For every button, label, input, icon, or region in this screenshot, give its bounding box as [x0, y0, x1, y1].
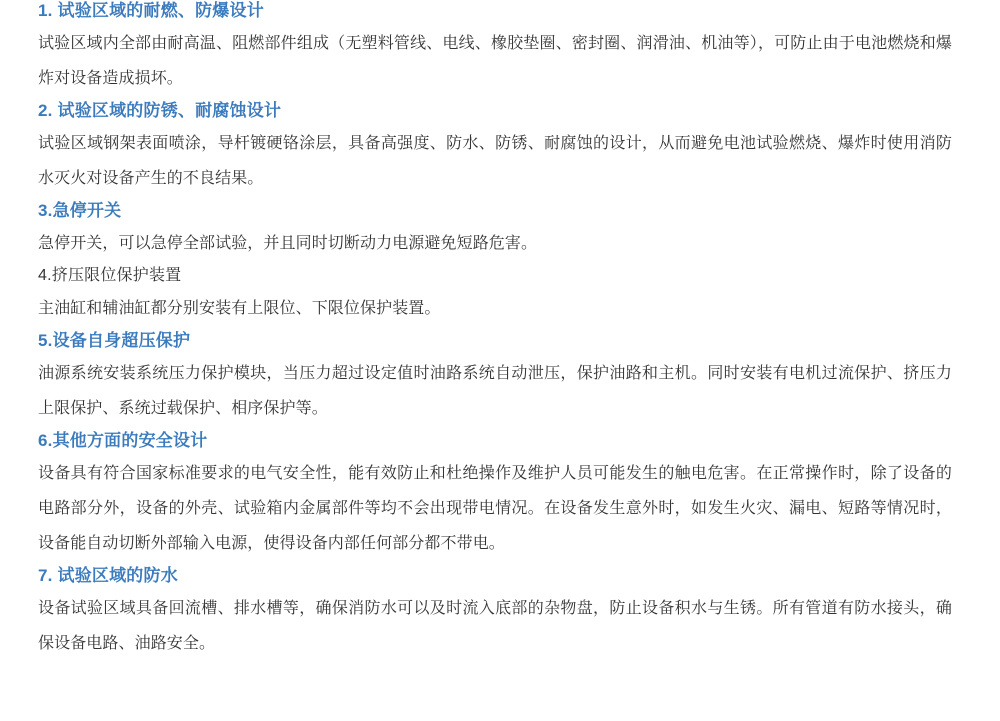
section-paragraph: 试验区域钢架表面喷涂，导杆镀硬铬涂层，具备高强度、防水、防锈、耐腐蚀的设计，从而避免电池试验燃烧、爆炸时使用消防水灭火对设备产生的不良结果。: [38, 135, 952, 187]
section-4: [38, 261, 952, 326]
section-paragraph: 主油缸和辅油缸都分别安装有上限位、下限位保护装置。: [38, 300, 441, 317]
section-3: [38, 196, 952, 261]
section-heading: 5.设备自身超压保护: [38, 331, 191, 350]
section-heading: 2. 试验区域的防锈、耐腐蚀设计: [38, 101, 282, 120]
section-paragraph: 急停开关，可以急停全部试验，并且同时切断动力电源避免短路危害。: [38, 235, 538, 252]
section-heading: 6.其他方面的安全设计: [38, 431, 208, 450]
section-heading: 4.挤压限位保护装置: [38, 267, 182, 284]
section-1: [38, 0, 952, 96]
section-heading: 3.急停开关: [38, 201, 122, 220]
section-paragraph: 设备具有符合国家标准要求的电气安全性，能有效防止和杜绝操作及维护人员可能发生的触电危害。在正常操作时，除了设备的电路部分外，设备的外壳、试验箱内金属部件等均不会出现带电情况。在设备发生意外时，如发生火灾、漏电、短路等情况时，设备能自动切断外部输入电源，使得设备内部任何部分都不带电。: [38, 465, 952, 552]
section-7: [38, 561, 952, 661]
section-5: [38, 326, 952, 426]
section-heading: 7. 试验区域的防水: [38, 566, 178, 585]
section-paragraph: 试验区域内全部由耐高温、阻燃部件组成（无塑料管线、电线、橡胶垫圈、密封圈、润滑油、机油等），可防止由于电池燃烧和爆炸对设备造成损坏。: [38, 35, 952, 87]
section-heading: 1. 试验区域的耐燃、防爆设计: [38, 1, 264, 20]
section-paragraph: 油源系统安装系统压力保护模块，当压力超过设定值时油路系统自动泄压，保护油路和主机。同时安装有电机过流保护、挤压力上限保护、系统过载保护、相序保护等。: [38, 365, 952, 417]
section-paragraph: 设备试验区域具备回流槽、排水槽等，确保消防水可以及时流入底部的杂物盘，防止设备积水与生锈。所有管道有防水接头，确保设备电路、油路安全。: [38, 600, 952, 652]
section-6: [38, 426, 952, 561]
section-2: [38, 96, 952, 196]
